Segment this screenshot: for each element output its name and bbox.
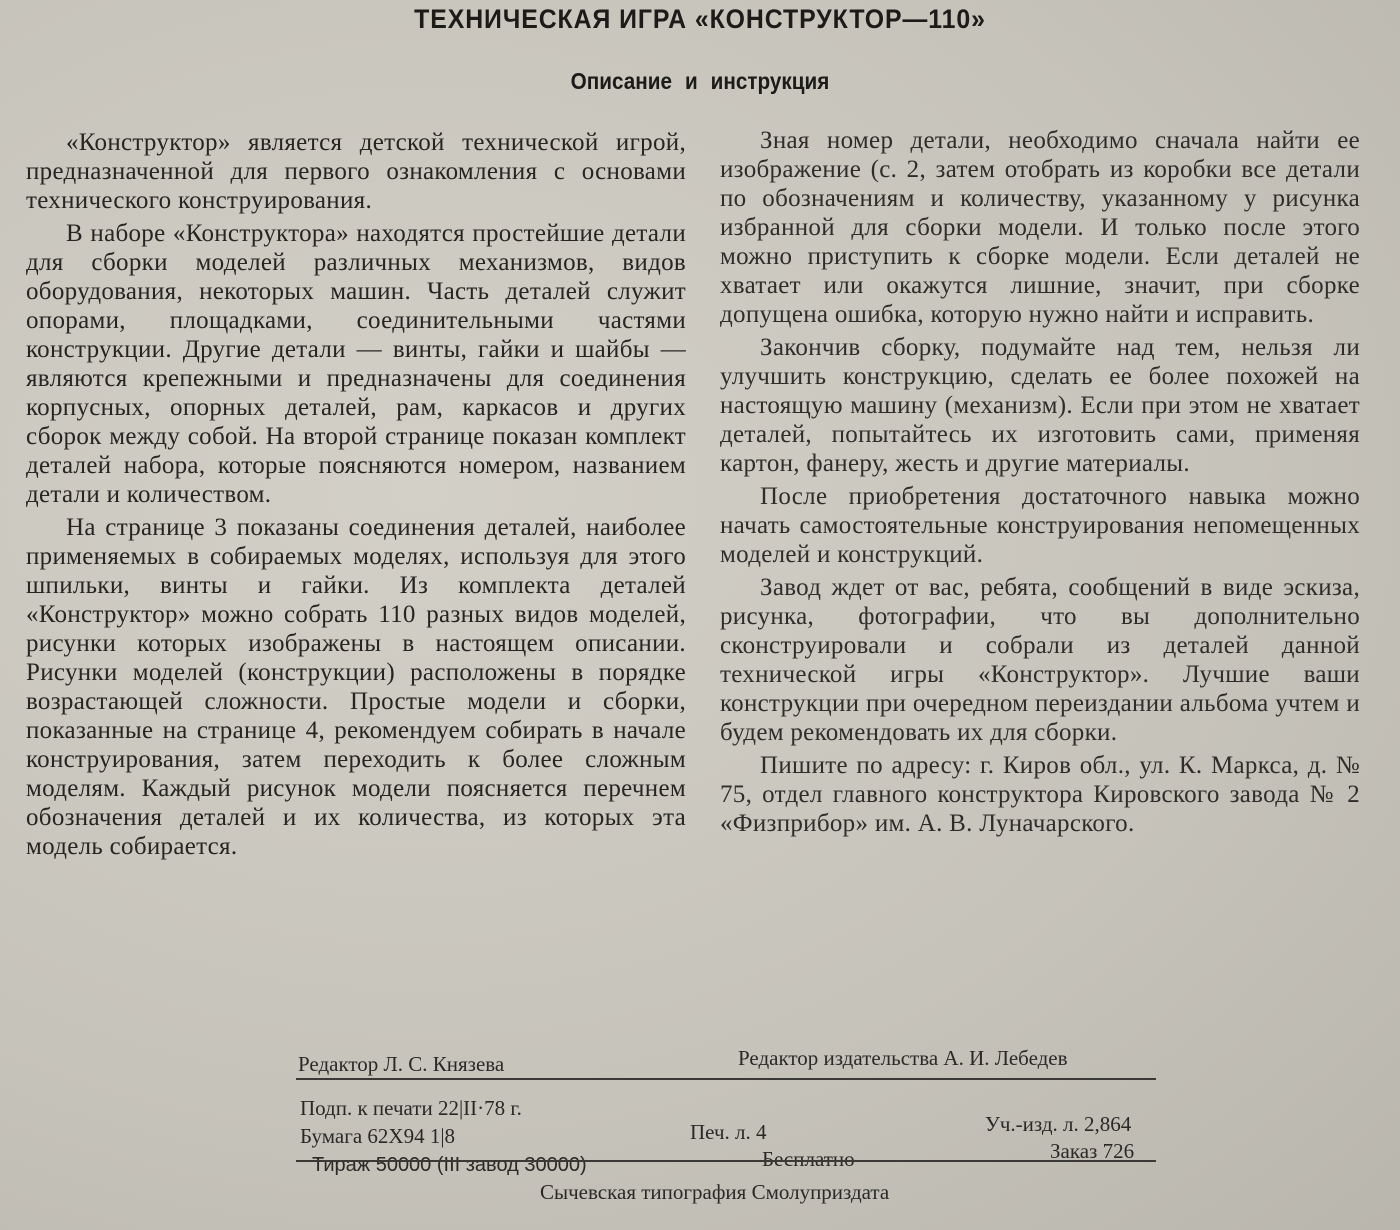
- print-run: Тираж 50000 (III завод 30000): [312, 1154, 587, 1176]
- publishing-editor-credit: Редактор издательства А. И. Лебедев: [738, 1046, 1068, 1070]
- page-title: ТЕХНИЧЕСКАЯ ИГРА «КОНСТРУКТОР—110»: [414, 4, 986, 34]
- paragraph: На странице 3 показаны соединения деталей, наиболее применяемых в собираемых моделях, используя для этого шпильки, винты и гайки. Из комплекта деталей «Конструктор» можно собрать 110 разных видов моделей, рисунки которых изображены в настоящем описании. Рисунки моделей (конструкции) расположены в порядке возрастающей сложности. Простые модели и сборки, показанные на странице 4, рекомендуем собирать в начале конструирования, затем переходить к более сложным моделям. Каждый рисунок модели поясняется перечнем обозначения деталей и их количества, из которых эта модель собирается.: [26, 514, 686, 860]
- signed-for-print: Подп. к печати 22|II·78 г.: [300, 1096, 522, 1120]
- paragraph: Завод ждет от вас, ребята, сообщений в виде эскиза, рисунка, фотографии, что вы дополнительно сконструировали и собрали из деталей данной технической игры «Конструктор». Лучшие ваши конструкции при очередном переиздании альбома учтем и будем рекомендовать их для сборки.: [720, 574, 1360, 746]
- paragraph: Пишите по адресу: г. Киров обл., ул. К. Маркса, д. № 75, отдел главного конструктора Кировского завода № 2 «Физприбор» им. А. В. Луначарского.: [720, 752, 1360, 837]
- price: Бесплатно: [762, 1147, 855, 1171]
- print-sheets: Печ. л. 4: [690, 1120, 767, 1144]
- page-subtitle: Описание и инструкция: [570, 68, 830, 94]
- paragraph: Закончив сборку, подумайте над тем, нельзя ли улучшить конструкцию, сделать ее более похожей на настоящую машину (механизм). Если при этом не хватает деталей, попытайтесь их изготовить сами, применяя картон, фанеру, жесть и другие материалы.: [720, 334, 1360, 477]
- order-number: Заказ 726: [1050, 1139, 1135, 1163]
- account-sheets: Уч.-изд. л. 2,864: [985, 1112, 1132, 1136]
- paragraph: После приобретения достаточного навыка можно начать самостоятельные конструирования непомещенных моделей и конструкций.: [720, 483, 1360, 568]
- imprint-rule-bottom: [296, 1160, 1156, 1162]
- paragraph: В наборе «Конструктора» находятся простейшие детали для сборки моделей различных механизмов, видов оборудования, некоторых машин. Часть деталей служит опорами, площадками, соединительными частями конструкции. Другие детали — винты, гайки и шайбы — являются крепежными и предназначены для соединения корпусных, опорных деталей, рам, каркасов и других сборок между собой. На второй странице показан комплект деталей набора, которые поясняются номером, названием детали и количеством.: [26, 220, 686, 508]
- paragraph: Зная номер детали, необходимо сначала найти ее изображение (с. 2, затем отобрать из коробки все детали по обозначениям и количеству, указанному у рисунка избранной для сборки модели. И только после этого можно приступить к сборке модели. Если деталей не хватает или окажутся лишние, значит, при сборке допущена ошибка, которую нужно найти и исправить.: [720, 127, 1360, 328]
- editor-credit: Редактор Л. С. Князева: [298, 1052, 505, 1076]
- imprint-rule-top: [296, 1078, 1156, 1080]
- paragraph: «Конструктор» является детской технической игрой, предназначенной для первого ознакомления с основами технического конструирования.: [26, 129, 686, 214]
- printer-name: Сычевская типография Смолуприздата: [540, 1180, 890, 1204]
- paper-format: Бумага 62Х94 1|8: [300, 1124, 456, 1148]
